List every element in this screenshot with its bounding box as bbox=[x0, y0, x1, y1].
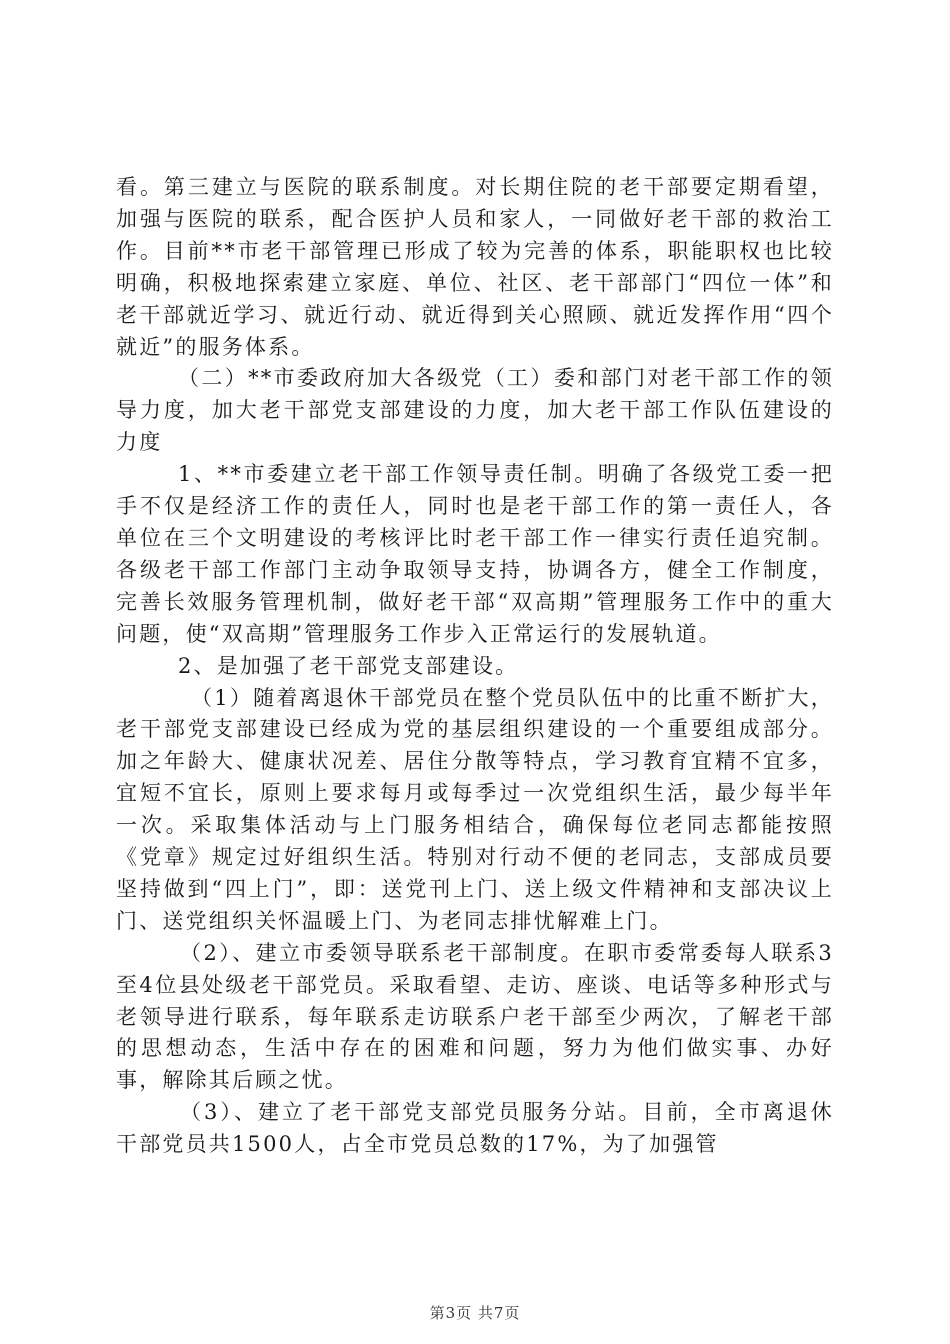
page-number-footer: 第3页 共7页 bbox=[429, 1304, 521, 1322]
document-body bbox=[116, 172, 834, 1161]
section-heading-2: （二）**市委政府加大各级党（工）委和部门对老干部工作的领导力度，加大老干部党支部建设的力度，加大老干部工作队伍建设的力度 bbox=[116, 366, 834, 455]
paragraph-item-1: 1、**市委建立老干部工作领导责任制。明确了各级党工委一把手不仅是经济工作的责任人，同时也是老干部工作的第一责任人，各单位在三个文明建设的考核评比时老干部工作一律实行责任追究制。各级老干部工作部门主动争取领导支持，协调各方，健全工作制度，完善长效服务管理机制，做好老干部“双高期”管理服务工作中的重大问题，使“双高期”管理服务工作步入正常运行的发展轨道。 bbox=[116, 462, 834, 646]
paragraph-item-2: 2、是加强了老干部党支部建设。 bbox=[178, 653, 519, 678]
paragraph-subitem-3: （3）、建立了老干部党支部党员服务分站。目前，全市离退休干部党员共1500人，占全市党员总数的17%，为了加强管 bbox=[116, 1100, 834, 1157]
paragraph-subitem-2: （2）、建立市委领导联系老干部制度。在职市委常委每人联系3至4位县处级老干部党员。采取看望、走访、座谈、电话等多种形式与老领导进行联系，每年联系走访联系户老干部至少两次，了解老干部的思想动态，生活中存在的困难和问题，努力为他们做实事、办好事，解除其后顾之忧。 bbox=[116, 940, 834, 1093]
paragraph-continuation: 看。第三建立与医院的联系制度。对长期住院的老干部要定期看望，加强与医院的联系，配合医护人员和家人，一同做好老干部的救治工作。目前**市老干部管理已形成了较为完善的体系，职能职权也比较明确，积极地探索建立家庭、单位、社区、老干部部门“四位一体”和老干部就近学习、就近行动、就近得到关心照顾、就近发挥作用“四个就近”的服务体系。 bbox=[116, 175, 834, 359]
paragraph-subitem-1: （1）随着离退休干部党员在整个党员队伍中的比重不断扩大，老干部党支部建设已经成为党的基层组织建设的一个重要组成部分。加之年龄大、健康状况差、居住分散等特点，学习教育宜精不宜多，宜短不宜长，原则上要求每月或每季过一次党组织生活，最少每半年一次。采取集体活动与上门服务相结合，确保每位老同志都能按照《党章》规定过好组织生活。特别对行动不便的老同志，支部成员要坚持做到“四上门”，即：送党刊上门、送上级文件精神和支部决议上门、送党组织关怀温暖上门、为老同志排忧解难上门。 bbox=[116, 685, 834, 933]
